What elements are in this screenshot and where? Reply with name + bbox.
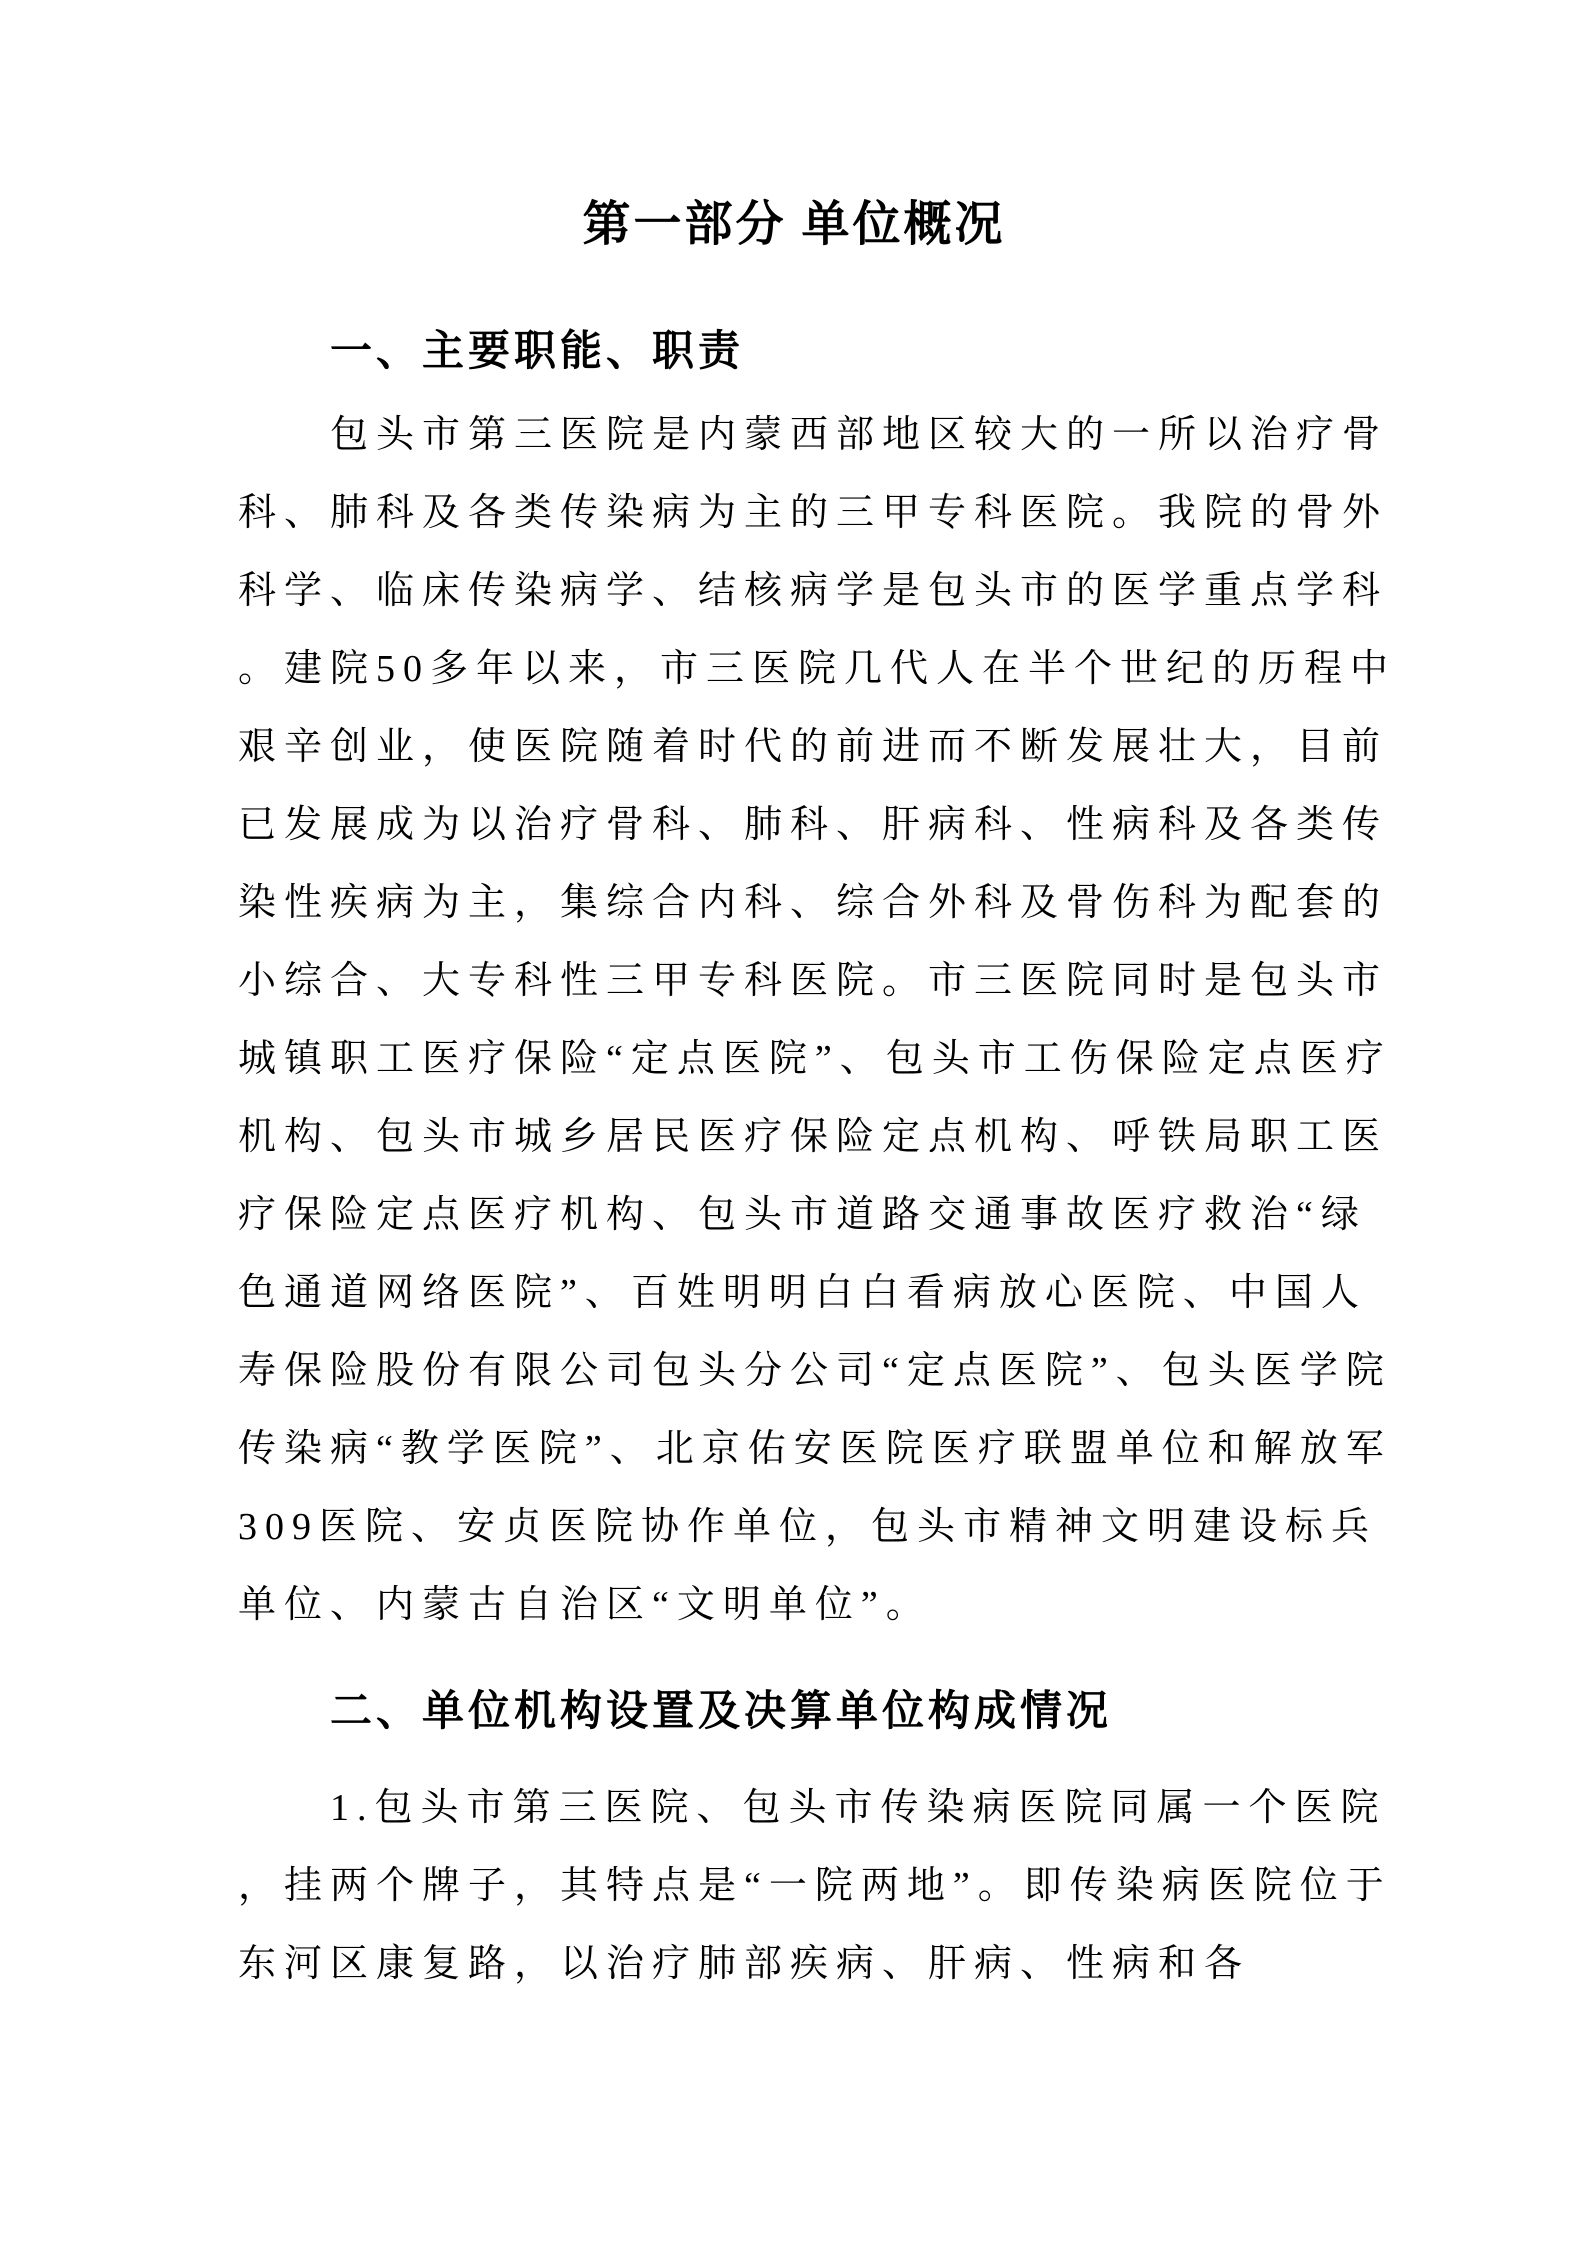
document-body [0, 326, 1588, 2003]
section-heading-main-duties: 一、主要职能、职责 [330, 327, 745, 374]
paragraph-org-structure: 1.包头市第三医院、包头市传染病医院同属一个医院，挂两个牌子，其特点是“一院两地”。即传染病医院位于东河区康复路，以治疗肺部疾病、肝病、性病和各 [238, 1787, 1392, 1985]
section-heading-org-structure: 二、单位机构设置及决算单位构成情况 [330, 1687, 1113, 1734]
paragraph-main-duties: 包头市第三医院是内蒙西部地区较大的一所以治疗骨科、肺科及各类传染病为主的三甲专科医院。我院的骨外科学、临床传染病学、结核病学是包头市的医学重点学科。建院50多年以来，市三医院几代人在半个世纪的历程中艰辛创业，使医院随着时代的前进而不断发展壮大，目前已发展成为以治疗骨科、肺科、肝病科、性病科及各类传染性疾病为主，集综合内科、综合外科及骨伤科为配套的小综合、大专科性三甲专科医院。市三医院同时是包头市城镇职工医疗保险“定点医院”、包头市工伤保险定点医疗机构、包头市城乡居民医疗保险定点机构、呼铁局职工医疗保险定点医疗机构、包头市道路交通事故医疗救治“绿色通道网络医院”、百姓明明白白看病放心医院、中国人寿保险股份有限公司包头分公司“定点医院”、包头医学院传染病“教学医院”、北京佑安医院医疗联盟单位和解放军309医院、安贞医院协作单位，包头市精神文明建设标兵单位、内蒙古自治区“文明单位”。 [238, 414, 1397, 1626]
page-title: 第一部分 单位概况 [582, 198, 1006, 251]
